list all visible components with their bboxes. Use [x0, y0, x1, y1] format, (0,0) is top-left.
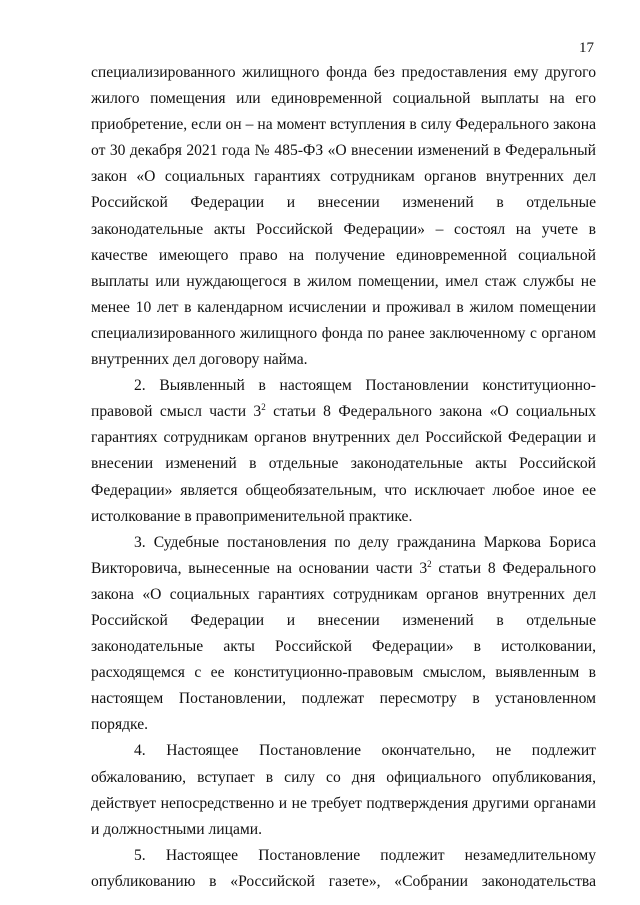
paragraph-continuation: [91, 60, 596, 373]
document-body: [91, 60, 596, 895]
paragraph-text: 4. Настоящее Постановление окончательно, не подлежит обжалованию, вступает в силу со дня официального опубликования, действует непосредственно и не требует подтверждения другими органами и должностными лицами.: [91, 742, 596, 838]
paragraph-item-2: [91, 373, 596, 530]
superscript: 2: [427, 558, 432, 569]
paragraph-text: 2. Выявленный в настоящем Постановлении конституционно-правовой смысл части 3: [91, 377, 596, 421]
paragraph-text: статьи 8 Федерального закона «О социальных гарантиях сотрудникам органов внутренних дел Российской Федерации и внесении изменений в отдельные законодательные акты Российской Федерации» является общеобязательным, что исключает любое иное ее истолкование в правоприменительной практике.: [91, 403, 596, 525]
paragraph-text: 5. Настоящее Постановление подлежит незамедлительному опубликованию в «Российской газете», «Собрании законодательства: [91, 846, 596, 890]
paragraph-text: 3. Судебные постановления по делу гражданина Маркова Бориса Викторовича, вынесенные на основании части 3: [91, 533, 596, 577]
paragraph-item-4: [91, 738, 596, 842]
page-number: 17: [579, 40, 594, 56]
superscript: 2: [261, 402, 266, 413]
paragraph-text: статьи 8 Федерального закона «О социальных гарантиях сотрудникам органов внутренних дел Российской Федерации и внесении изменений в отдельные законодательные акты Российской Федерации» в истолковании, расходящемся с ее конституционно-правовым смыслом, выявленным в настоящем Постановлении, подлежат пересмотру в установленном порядке.: [91, 559, 596, 734]
paragraph-item-5: [91, 843, 596, 895]
paragraph-item-3: [91, 530, 596, 739]
paragraph-text: специализированного жилищного фонда без предоставления ему другого жилого помещения или единовременной социальной выплаты на его приобретение, если он – на момент вступления в силу Федерального закона от 30 декабря 2021 года № 485-ФЗ «О внесении изменений в Федеральный закон «О социальных гарантиях сотрудникам органов внутренних дел Российской Федерации и внесении изменений в отдельные законодательные акты Российской Федерации» – состоял на учете в качестве имеющего право на получение единовременной социальной выплаты или нуждающегося в жилом помещении, имел стаж службы не менее 10 лет в календарном исчислении и проживал в жилом помещении специализированного жилищного фонда по ранее заключенному с органом внутренних дел договору найма.: [91, 64, 596, 369]
